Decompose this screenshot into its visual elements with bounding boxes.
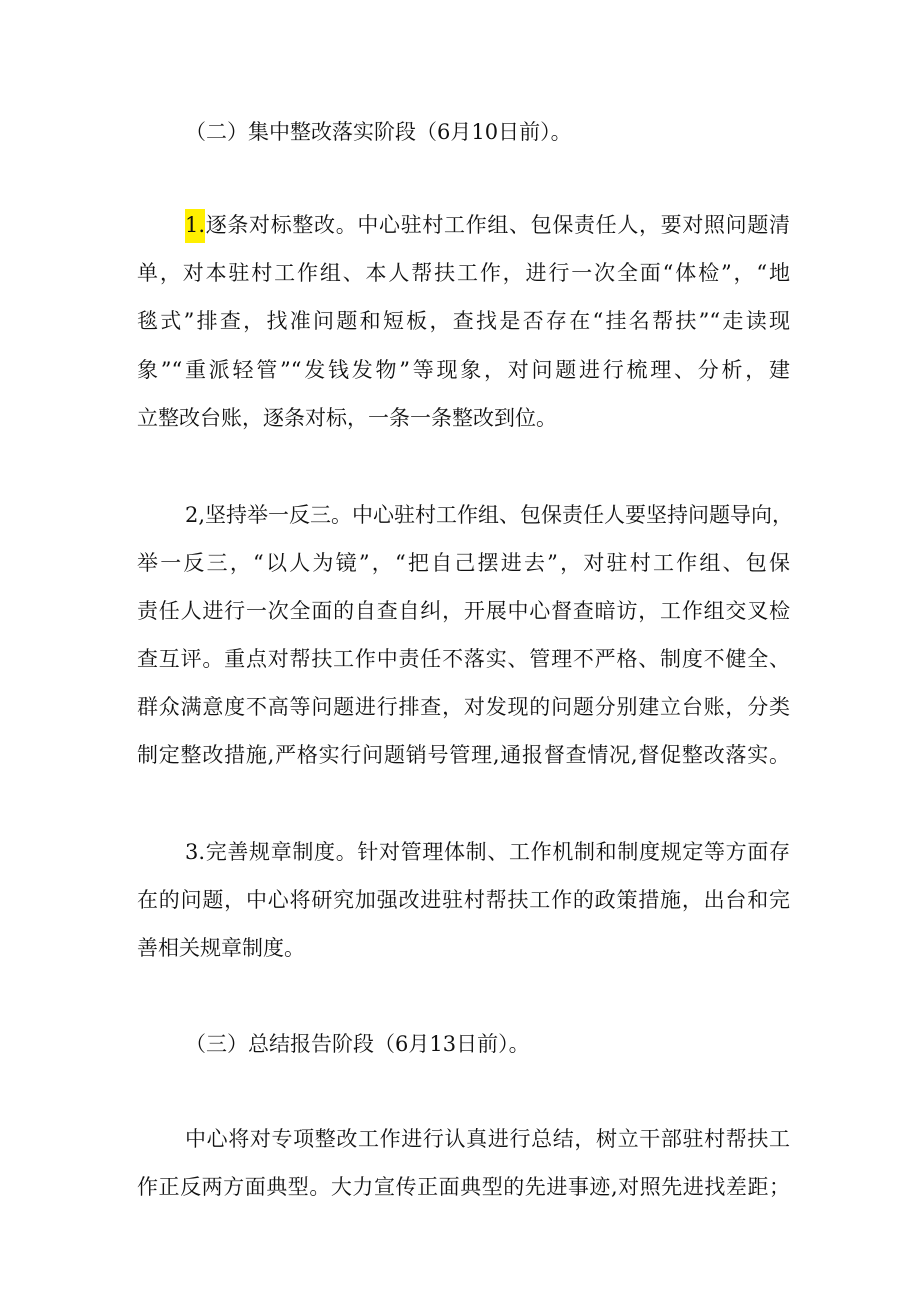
paragraph-3-line-1: 3.完善规章制度。针对管理体制、工作机制和制度规定等方面存 bbox=[185, 840, 790, 864]
section-heading-3: （三）总结报告阶段（6月13日前）。 bbox=[185, 1032, 530, 1056]
paragraph-4-line-2: 作正反两方面典型。大力宣传正面典型的先进事迹,对照先进找差距； bbox=[137, 1175, 790, 1199]
paragraph-1-line-5: 立整改台账，逐条对标，一条一条整改到位。 bbox=[137, 406, 557, 430]
paragraph-2-line-2: 举一反三，“以人为镜”，“把自己摆进去”，对驻村工作组、包保 bbox=[137, 551, 790, 575]
paragraph-2-line-6: 制定整改措施,严格实行问题销号管理,通报督查情况,督促整改落实。 bbox=[137, 743, 790, 767]
paragraph-1-line-3: 毯式”排查，找准问题和短板，查找是否存在“挂名帮扶”“走读现 bbox=[137, 309, 790, 333]
paragraph-4-line-1: 中心将对专项整改工作进行认真进行总结，树立干部驻村帮扶工 bbox=[185, 1127, 790, 1151]
paragraph-2-line-3: 责任人进行一次全面的自查自纠，开展中心督查暗访，工作组交叉检 bbox=[137, 599, 790, 623]
paragraph-3-line-3: 善相关规章制度。 bbox=[137, 936, 305, 960]
paragraph-1-line-1 bbox=[185, 212, 790, 240]
paragraph-1-line-1-text: 逐条对标整改。中心驻村工作组、包保责任人，要对照问题清 bbox=[205, 213, 790, 237]
paragraph-2-line-1: 2,坚持举一反三。中心驻村工作组、包保责任人要坚持问题导向， bbox=[185, 503, 794, 527]
item-number-highlight: 1. bbox=[185, 209, 205, 243]
paragraph-3-line-2: 在的问题，中心将研究加强改进驻村帮扶工作的政策措施，出台和完 bbox=[137, 888, 790, 912]
section-heading-2: （二）集中整改落实阶段（6月10日前）。 bbox=[185, 120, 572, 144]
paragraph-1-line-4: 象”“重派轻管”“发钱发物”等现象，对问题进行梳理、分析，建 bbox=[137, 358, 790, 382]
paragraph-2-line-5: 群众满意度不高等问题进行排查，对发现的问题分别建立台账，分类 bbox=[137, 695, 790, 719]
paragraph-1-line-2: 单，对本驻村工作组、本人帮扶工作，进行一次全面“体检”，“地 bbox=[137, 261, 790, 285]
paragraph-2-line-4: 查互评。重点对帮扶工作中责任不落实、管理不严格、制度不健全、 bbox=[137, 647, 790, 671]
